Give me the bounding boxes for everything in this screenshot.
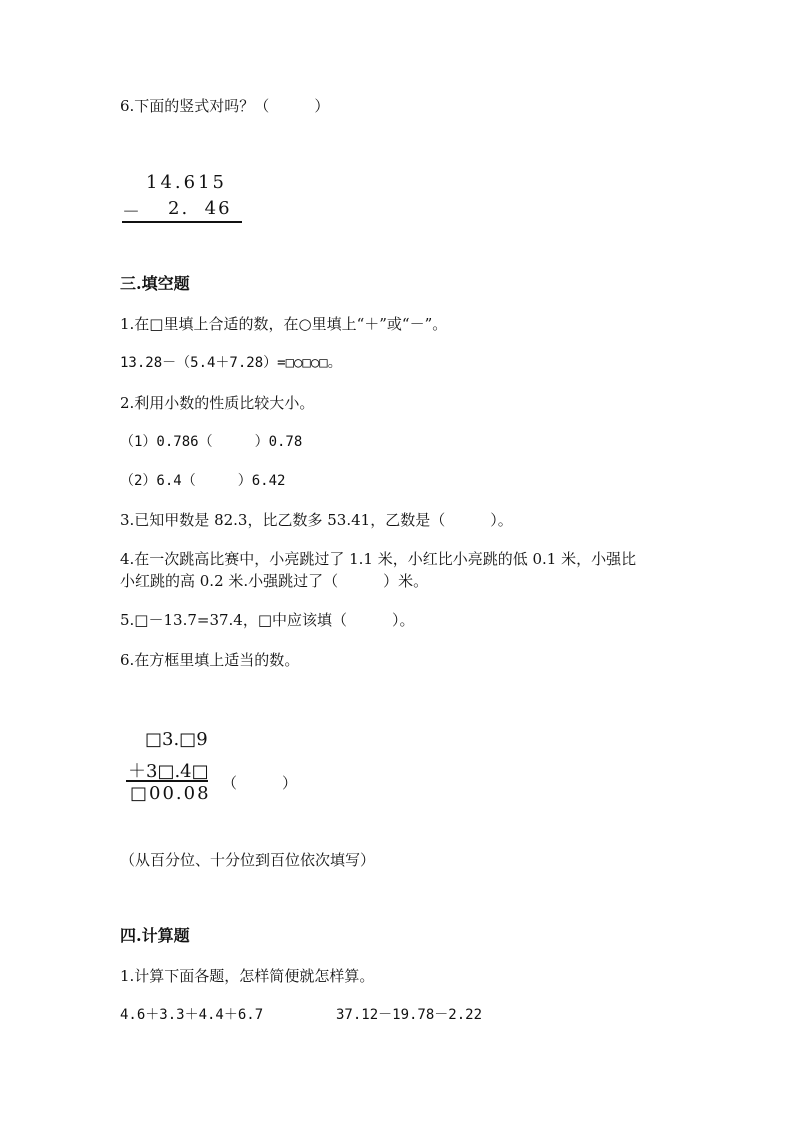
minus-sign: － xyxy=(122,202,140,223)
question-2-text: 2.利用小数的性质比较大小。 xyxy=(120,394,315,412)
calc-question-1-text: 1.计算下面各题，怎样简便就怎样算。 xyxy=(120,967,375,985)
calc-expression-b: 37.12－19.78－2.22 xyxy=(336,1007,483,1023)
vertical-sum-line xyxy=(122,221,242,223)
question-4-line-1: 4.在一次跳高比赛中，小亮跳过了 1.1 米，小红比小亮跳的低 0.1 米，小强比 xyxy=(120,550,637,568)
answer-blank: （ ） xyxy=(222,774,298,792)
question-3-text: 3.已知甲数是 82.3，比乙数多 53.41，乙数是（ ）。 xyxy=(120,511,513,529)
section-title-calculation: 四.计算题 xyxy=(120,926,190,945)
question-5-text: 5.□－13.7=37.4，□中应该填（ ）。 xyxy=(120,611,415,629)
question-2-part-1: （1）0.786（ ）0.78 xyxy=(120,434,303,450)
addition-row-2: ＋3□.4□ xyxy=(128,761,209,782)
question-2-part-2: （2）6.4（ ）6.42 xyxy=(120,473,286,489)
question-6-note: （从百分位、十分位到百位依次填写） xyxy=(120,851,376,869)
question-6-text: 6.在方框里填上适当的数。 xyxy=(120,651,300,669)
section-title-fill-in: 三.填空题 xyxy=(120,274,190,293)
vertical-row-subtrahend: 2. 46 xyxy=(168,198,232,219)
calc-expression-a: 4.6＋3.3＋4.4＋6.7 xyxy=(120,1007,264,1023)
question-1-expression: 13.28－（5.4＋7.28）=□○□○□。 xyxy=(120,355,342,371)
addition-sum-line xyxy=(126,780,208,782)
addition-result: □00.08 xyxy=(130,783,211,804)
addition-row-1: □3.□9 xyxy=(145,729,208,750)
question-4-line-2: 小红跳的高 0.2 米.小强跳过了（ ）米。 xyxy=(120,572,429,590)
vertical-row-minuend: 14.615 xyxy=(146,172,227,193)
question-6-vertical-check: 6.下面的竖式对吗？（ ） xyxy=(120,97,330,115)
question-1-text: 1.在□里填上合适的数，在○里填上“＋”或“－”。 xyxy=(120,315,448,333)
